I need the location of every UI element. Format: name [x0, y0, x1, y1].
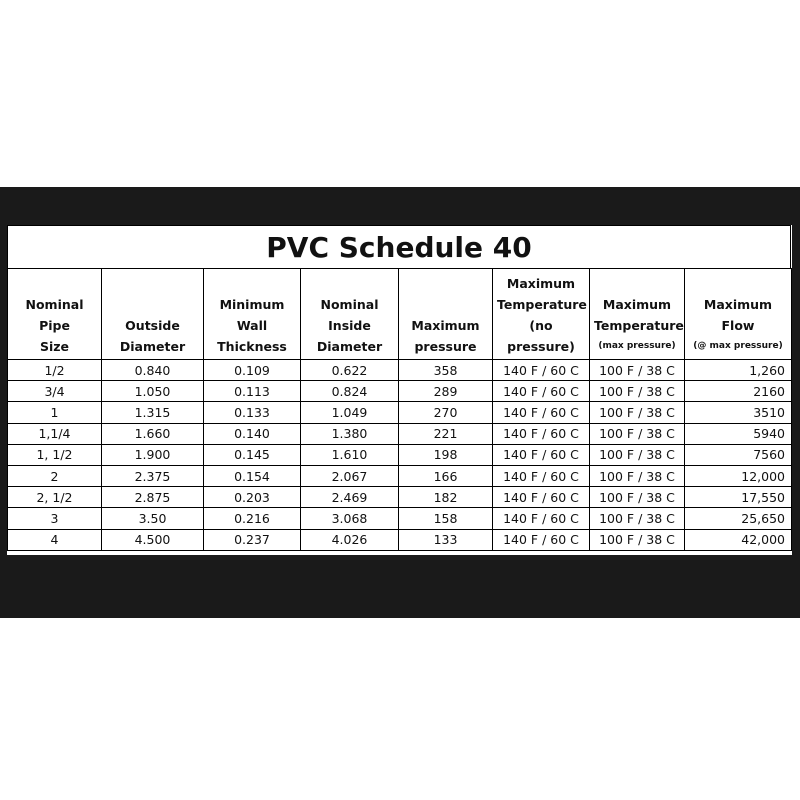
table-cell: 166 [399, 465, 493, 486]
table-cell: 2.875 [102, 487, 204, 508]
header-nominal-pipe-size: Nominal Pipe Size [8, 269, 102, 360]
table-cell: 0.216 [204, 508, 301, 529]
table-cell: 0.622 [301, 360, 399, 381]
table-cell: 1, 1/2 [8, 444, 102, 465]
header-minimum-wall-thickness: Minimum Wall Thickness [204, 269, 301, 360]
table-cell: 0.133 [204, 402, 301, 423]
table-cell: 0.109 [204, 360, 301, 381]
table-cell: 1.050 [102, 381, 204, 402]
header-maximum-pressure: Maximum pressure [399, 269, 493, 360]
table-cell: 140 F / 60 C [493, 360, 590, 381]
table-cell: 1 [8, 402, 102, 423]
table-row [8, 402, 792, 423]
table-cell: 2160 [685, 381, 792, 402]
table-cell: 0.145 [204, 444, 301, 465]
table-cell: 1.660 [102, 423, 204, 444]
table-cell: 3.50 [102, 508, 204, 529]
table-cell: 17,550 [685, 487, 792, 508]
table-cell: 4.500 [102, 529, 204, 550]
table-cell: 140 F / 60 C [493, 508, 590, 529]
table-cell: 0.113 [204, 381, 301, 402]
header-outside-diameter: Outside Diameter [102, 269, 204, 360]
table-cell: 221 [399, 423, 493, 444]
table-cell: 100 F / 38 C [590, 529, 685, 550]
pvc-table-sheet [7, 225, 792, 555]
table-cell: 4 [8, 529, 102, 550]
table-cell: 1,260 [685, 360, 792, 381]
table-cell: 140 F / 60 C [493, 423, 590, 444]
table-cell: 100 F / 38 C [590, 487, 685, 508]
table-cell: 100 F / 38 C [590, 423, 685, 444]
pvc-schedule-table [7, 268, 792, 551]
table-cell: 0.203 [204, 487, 301, 508]
table-cell: 4.026 [301, 529, 399, 550]
table-cell: 198 [399, 444, 493, 465]
table-cell: 358 [399, 360, 493, 381]
table-cell: 2.469 [301, 487, 399, 508]
table-cell: 140 F / 60 C [493, 487, 590, 508]
table-cell: 2.375 [102, 465, 204, 486]
table-cell: 0.154 [204, 465, 301, 486]
table-row [8, 508, 792, 529]
table-cell: 1,1/4 [8, 423, 102, 444]
table-cell: 140 F / 60 C [493, 444, 590, 465]
table-cell: 42,000 [685, 529, 792, 550]
table-row [8, 360, 792, 381]
table-cell: 1.610 [301, 444, 399, 465]
table-cell: 140 F / 60 C [493, 529, 590, 550]
table-cell: 7560 [685, 444, 792, 465]
table-cell: 100 F / 38 C [590, 465, 685, 486]
table-cell: 3.068 [301, 508, 399, 529]
header-row [8, 269, 792, 360]
table-row [8, 423, 792, 444]
table-cell: 100 F / 38 C [590, 381, 685, 402]
table-cell: 100 F / 38 C [590, 360, 685, 381]
table-cell: 270 [399, 402, 493, 423]
table-row [8, 444, 792, 465]
table-cell: 25,650 [685, 508, 792, 529]
header-maximum-flow: Maximum Flow (@ max pressure) [685, 269, 792, 360]
table-cell: 100 F / 38 C [590, 508, 685, 529]
table-cell: 0.824 [301, 381, 399, 402]
table-cell: 100 F / 38 C [590, 402, 685, 423]
table-cell: 158 [399, 508, 493, 529]
table-cell: 140 F / 60 C [493, 465, 590, 486]
table-cell: 3510 [685, 402, 792, 423]
table-cell: 0.840 [102, 360, 204, 381]
header-max-temp-max-pressure: Maximum Temperature (max pressure) [590, 269, 685, 360]
table-row [8, 381, 792, 402]
table-cell: 140 F / 60 C [493, 402, 590, 423]
table-cell: 133 [399, 529, 493, 550]
table-cell: 5940 [685, 423, 792, 444]
table-cell: 2.067 [301, 465, 399, 486]
table-row [8, 487, 792, 508]
table-cell: 3 [8, 508, 102, 529]
table-row [8, 465, 792, 486]
table-cell: 2, 1/2 [8, 487, 102, 508]
table-cell: 182 [399, 487, 493, 508]
table-cell: 1.380 [301, 423, 399, 444]
table-cell: 0.237 [204, 529, 301, 550]
table-row [8, 529, 792, 550]
table-cell: 1.315 [102, 402, 204, 423]
table-cell: 12,000 [685, 465, 792, 486]
table-cell: 140 F / 60 C [493, 381, 590, 402]
table-cell: 1.049 [301, 402, 399, 423]
table-cell: 100 F / 38 C [590, 444, 685, 465]
table-cell: 1/2 [8, 360, 102, 381]
table-title: PVC Schedule 40 [7, 225, 791, 269]
header-max-temp-no-pressure: Maximum Temperature (no pressure) [493, 269, 590, 360]
table-cell: 1.900 [102, 444, 204, 465]
table-cell: 2 [8, 465, 102, 486]
table-cell: 3/4 [8, 381, 102, 402]
table-cell: 0.140 [204, 423, 301, 444]
header-nominal-inside-diameter: Nominal Inside Diameter [301, 269, 399, 360]
table-cell: 289 [399, 381, 493, 402]
